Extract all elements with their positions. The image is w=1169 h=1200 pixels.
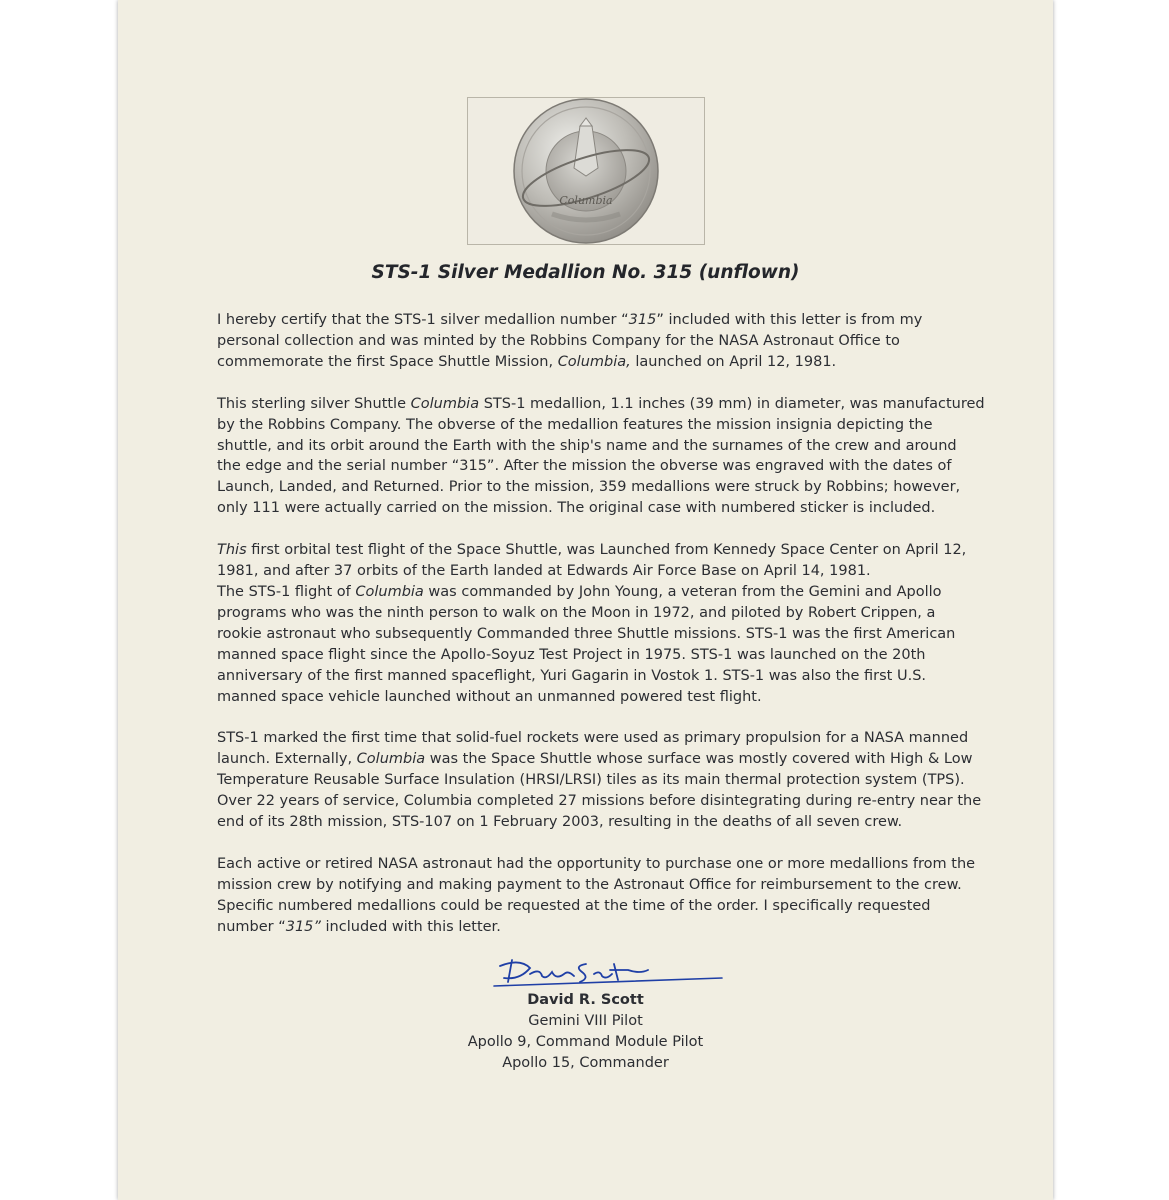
body-paragraph	[217, 540, 967, 582]
signer-title: Apollo 15, Commander	[502, 1055, 669, 1071]
body-paragraph	[217, 582, 956, 707]
text-segment: rookie astronaut who subsequently Commanded three Shuttle missions. STS-1 was the first American	[217, 625, 956, 642]
text-segment: The STS-1 flight of	[217, 583, 356, 600]
text-segment: the edge and the serial number “315”. After the mission the obverse was engraved with the dates of	[217, 458, 952, 475]
text-segment: was commanded by John Young, a veteran from the Gemini and Apollo	[423, 583, 942, 600]
body-paragraph	[217, 854, 976, 938]
text-segment: mission crew by notifying and making payment to the Astronaut Office for reimbursement to the crew.	[217, 876, 962, 893]
italic-text: 315”	[285, 918, 321, 935]
text-segment: shuttle, and its orbit around the Earth with the ship's name and the surnames of the crew and around	[217, 437, 957, 454]
text-segment: manned space flight since the Apollo-Soyuz Test Project in 1975. STS-1 was launched on the 20th	[217, 646, 926, 663]
text-segment: was the Space Shuttle whose surface was mostly covered with High & Low	[425, 751, 973, 768]
text-line	[217, 498, 952, 519]
text-segment: by the Robbins Company. The obverse of the medallion features the mission insignia depicting the	[217, 416, 933, 433]
italic-text: Columbia	[356, 751, 426, 768]
certificate-title: STS-1 Silver Medallion No. 315 (unflown)	[371, 262, 800, 283]
text-line	[217, 540, 967, 561]
text-line	[217, 603, 952, 624]
text-line	[217, 415, 952, 436]
italic-text: Columbia,	[557, 353, 631, 370]
text-line	[217, 456, 952, 477]
text-segment: personal collection and was minted by the Robbins Company for the NASA Astronaut Office to	[217, 332, 900, 349]
text-segment: 1981, and after 37 orbits of the Earth landed at Edwards Air Force Base on April 14, 1981.	[217, 563, 871, 580]
text-line	[217, 749, 973, 770]
text-line	[217, 645, 952, 666]
text-segment: Temperature Reusable Surface Insulation (HRSI/LRSI) tiles as its main thermal protection system (TPS).	[217, 772, 965, 789]
body-paragraph	[217, 310, 952, 373]
body-paragraph	[217, 728, 982, 833]
medallion-engraving: Columbia	[559, 194, 613, 207]
text-segment: launched on April 12, 1981.	[630, 353, 837, 370]
text-line	[217, 896, 952, 917]
certificate-body	[217, 310, 985, 959]
text-line	[217, 770, 965, 791]
text-line	[217, 394, 985, 415]
text-segment: manned space vehicle launched without an unmanned powered test flight.	[217, 688, 762, 705]
signer-title: Gemini VIII Pilot	[528, 1013, 643, 1029]
text-line	[217, 687, 952, 708]
text-segment: anniversary of the first manned spaceflight, Yuri Gagarin in Vostok 1. STS-1 was also the first U.S.	[217, 667, 927, 684]
italic-text: Columbia	[410, 395, 480, 412]
text-line	[217, 436, 957, 457]
text-segment: Each active or retired NASA astronaut had the opportunity to purchase one or more medallions from the	[217, 855, 976, 872]
text-line	[217, 854, 976, 875]
text-line	[217, 352, 952, 373]
text-segment: Over 22 years of service, Columbia completed 27 missions before disintegrating during re-entry near the	[217, 793, 982, 810]
signer-title: Apollo 9, Command Module Pilot	[467, 1034, 704, 1050]
text-line	[217, 477, 961, 498]
text-line	[217, 791, 982, 812]
signature-block	[118, 990, 1053, 1074]
text-segment: This sterling silver Shuttle	[217, 395, 411, 412]
text-segment: ” included with this letter is from my	[656, 312, 923, 328]
text-line	[217, 561, 952, 582]
text-segment: Specific numbered medallions could be requested at the time of the order. I specifically requested	[217, 897, 931, 914]
text-line	[217, 875, 962, 896]
text-segment: Launch, Landed, and Returned. Prior to the mission, 359 medallions were struck by Robbins; however,	[217, 479, 961, 496]
text-line	[217, 310, 952, 331]
italic-text: Columbia	[355, 583, 424, 600]
text-segment: programs who was the ninth person to walk on the Moon in 1972, and piloted by Robert Crippen, a	[217, 604, 936, 621]
text-line	[217, 582, 952, 603]
text-line	[217, 812, 952, 833]
text-line	[217, 624, 956, 645]
italic-text: 315	[628, 312, 657, 328]
text-segment: STS-1 marked the first time that solid-fuel rockets were used as primary propulsion for a NASA manned	[217, 730, 969, 747]
text-segment: launch. Externally,	[217, 751, 357, 768]
handwritten-signature	[490, 956, 730, 992]
text-line	[217, 917, 952, 938]
medallion-image	[468, 98, 704, 244]
medallion-photo	[467, 97, 705, 245]
text-segment: I hereby certify that the STS-1 silver medallion number “	[217, 312, 629, 328]
text-segment: end of its 28th mission, STS-107 on 1 February 2003, resulting in the deaths of all seven crew.	[217, 814, 903, 831]
text-line	[217, 666, 952, 687]
text-segment: only 111 were actually carried on the mission. The original case with numbered sticker is included.	[217, 500, 936, 517]
text-segment: number “	[217, 918, 286, 935]
italic-text: This	[217, 542, 247, 559]
text-segment: STS-1 medallion, 1.1 inches (39 mm) in diameter, was manufactured	[479, 395, 985, 412]
signer-name: David R. Scott	[527, 992, 644, 1008]
text-segment: included with this letter.	[320, 918, 501, 935]
text-segment: commemorate the first Space Shuttle Mission,	[217, 353, 558, 370]
text-segment: first orbital test flight of the Space Shuttle, was Launched from Kennedy Space Center on April 12,	[246, 542, 967, 559]
text-line	[217, 728, 969, 749]
text-line	[217, 331, 952, 352]
body-paragraph	[217, 394, 985, 519]
